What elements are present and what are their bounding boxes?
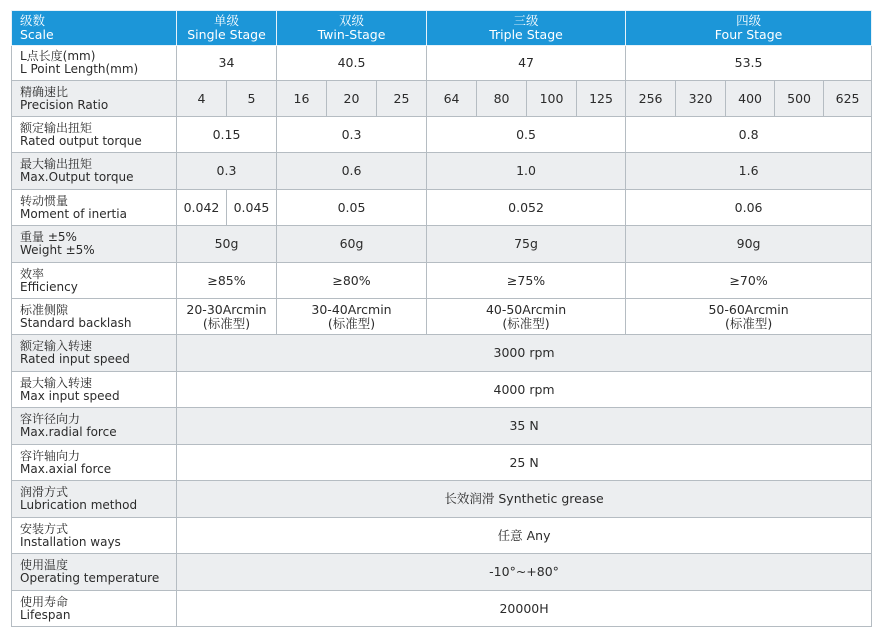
stage-en: Twin-Stage <box>317 27 386 42</box>
row-efficiency <box>12 263 872 299</box>
label-cn: 额定输入转速 <box>20 339 93 353</box>
row-inertia <box>12 190 872 226</box>
row-label <box>12 46 177 81</box>
header-four-stage <box>626 11 872 46</box>
label-en: Efficiency <box>20 279 78 294</box>
stage-cn: 双级 <box>339 13 365 28</box>
value-cell: ≥85% <box>177 263 277 299</box>
ratio-cell: 80 <box>477 81 527 117</box>
spec-table <box>11 10 872 627</box>
value-cell: 35 N <box>177 408 872 445</box>
row-axial-force <box>12 445 872 481</box>
stage-en: Triple Stage <box>489 27 563 42</box>
header-label-cell <box>12 11 177 46</box>
row-label <box>12 372 177 408</box>
row-rated-speed <box>12 335 872 372</box>
value-cell: 75g <box>427 226 626 263</box>
value-cell: 长效润滑 Synthetic grease <box>177 481 872 518</box>
value-cell: 0.052 <box>427 190 626 226</box>
stage-cn: 单级 <box>213 13 239 28</box>
value-cell <box>626 299 872 335</box>
label-en: Lifespan <box>20 607 71 622</box>
header-label-en: Scale <box>20 27 54 42</box>
row-length <box>12 46 872 81</box>
value-cell: 60g <box>277 226 427 263</box>
label-en: Moment of inertia <box>20 206 127 221</box>
value-cell: 0.5 <box>427 117 626 153</box>
label-en: Precision Ratio <box>20 97 109 112</box>
header-twin-stage <box>277 11 427 46</box>
label-en: Max.axial force <box>20 461 112 476</box>
value-cell: 1.6 <box>626 153 872 190</box>
label-cn: 标准侧隙 <box>20 302 69 317</box>
row-label <box>12 299 177 335</box>
row-max-torque <box>12 153 872 190</box>
label-en: Max.Output torque <box>20 170 134 184</box>
row-label <box>12 117 177 153</box>
backlash-range: 30-40Arcmin <box>311 301 392 317</box>
value-cell: 34 <box>177 46 277 81</box>
row-ratio <box>12 81 872 117</box>
label-cn: 重量 ±5% <box>20 230 77 244</box>
label-cn: 使用温度 <box>20 558 69 572</box>
label-en: Max.radial force <box>20 425 117 439</box>
header-triple-stage <box>427 11 626 46</box>
value-cell: 0.8 <box>626 117 872 153</box>
ratio-cell: 16 <box>277 81 327 117</box>
label-cn: 润滑方式 <box>20 485 69 499</box>
row-label <box>12 226 177 263</box>
row-label <box>12 481 177 518</box>
ratio-cell: 100 <box>527 81 577 117</box>
ratio-cell: 5 <box>227 81 277 117</box>
value-cell: 0.6 <box>277 153 427 190</box>
label-cn: 转动惯量 <box>20 193 69 208</box>
row-label <box>12 518 177 554</box>
label-cn: 容许径向力 <box>20 412 81 426</box>
value-cell: 0.042 <box>177 190 227 226</box>
value-cell: ≥75% <box>427 263 626 299</box>
label-en: Standard backlash <box>20 315 132 330</box>
row-lifespan <box>12 591 872 627</box>
ratio-cell: 125 <box>577 81 626 117</box>
value-cell: 3000 rpm <box>177 335 872 372</box>
backlash-range: 50-60Arcmin <box>708 301 789 317</box>
label-cn: 容许轴向力 <box>20 448 81 463</box>
label-cn: 安装方式 <box>20 521 69 536</box>
stage-en: Single Stage <box>187 27 266 42</box>
stage-cn: 四级 <box>736 13 762 28</box>
ratio-cell: 500 <box>775 81 824 117</box>
label-en: Rated output torque <box>20 133 142 148</box>
ratio-cell: 400 <box>726 81 775 117</box>
row-label <box>12 591 177 627</box>
value-cell: 0.3 <box>277 117 427 153</box>
value-cell: 0.05 <box>277 190 427 226</box>
value-cell <box>277 299 427 335</box>
ratio-cell: 20 <box>327 81 377 117</box>
label-en: L Point Length(mm) <box>20 62 139 76</box>
row-label <box>12 554 177 591</box>
label-cn: 使用寿命 <box>20 594 69 609</box>
value-cell: 40.5 <box>277 46 427 81</box>
backlash-type: (标准型) <box>327 315 376 331</box>
label-cn: 最大输入转速 <box>20 375 93 390</box>
row-max-speed <box>12 372 872 408</box>
value-cell: 0.15 <box>177 117 277 153</box>
value-cell: 90g <box>626 226 872 263</box>
label-en: Installation ways <box>20 534 121 549</box>
row-backlash <box>12 299 872 335</box>
label-en: Max input speed <box>20 388 120 403</box>
row-label <box>12 445 177 481</box>
value-cell: -10°~+80° <box>177 554 872 591</box>
ratio-cell: 320 <box>676 81 726 117</box>
backlash-type: (标准型) <box>202 315 251 331</box>
label-cn: 额定输出扭矩 <box>20 120 93 135</box>
value-cell: 4000 rpm <box>177 372 872 408</box>
ratio-cell: 4 <box>177 81 227 117</box>
row-temperature <box>12 554 872 591</box>
row-weight <box>12 226 872 263</box>
row-label <box>12 190 177 226</box>
value-cell: 0.06 <box>626 190 872 226</box>
header-row <box>12 11 872 46</box>
label-cn: 最大输出扭矩 <box>20 157 93 171</box>
value-cell: 0.3 <box>177 153 277 190</box>
value-cell: ≥80% <box>277 263 427 299</box>
row-label <box>12 81 177 117</box>
value-cell <box>427 299 626 335</box>
label-cn: L点长度(mm) <box>20 49 96 63</box>
row-label <box>12 153 177 190</box>
label-cn: 效率 <box>20 266 45 281</box>
value-cell: 25 N <box>177 445 872 481</box>
value-cell <box>177 299 277 335</box>
row-rated-torque <box>12 117 872 153</box>
backlash-range: 20-30Arcmin <box>186 301 267 317</box>
row-lubrication <box>12 481 872 518</box>
ratio-cell: 625 <box>824 81 872 117</box>
label-en: Weight ±5% <box>20 243 95 257</box>
row-installation <box>12 518 872 554</box>
backlash-type: (标准型) <box>724 315 773 331</box>
stage-cn: 三级 <box>513 13 539 28</box>
row-label <box>12 408 177 445</box>
label-cn: 精确速比 <box>20 84 69 99</box>
label-en: Operating temperature <box>20 571 160 585</box>
header-single-stage <box>177 11 277 46</box>
header-label-cn: 级数 <box>20 13 46 28</box>
value-cell: 53.5 <box>626 46 872 81</box>
label-en: Lubrication method <box>20 498 138 512</box>
row-radial-force <box>12 408 872 445</box>
value-cell: 任意 Any <box>177 518 872 554</box>
value-cell: 47 <box>427 46 626 81</box>
value-cell: 1.0 <box>427 153 626 190</box>
row-label <box>12 335 177 372</box>
backlash-range: 40-50Arcmin <box>485 301 567 317</box>
value-cell: 0.045 <box>227 190 277 226</box>
ratio-cell: 256 <box>626 81 676 117</box>
backlash-type: (标准型) <box>502 315 550 331</box>
value-cell: 20000H <box>177 591 872 627</box>
value-cell: ≥70% <box>626 263 872 299</box>
ratio-cell: 64 <box>427 81 477 117</box>
row-label <box>12 263 177 299</box>
label-en: Rated input speed <box>20 352 130 366</box>
stage-en: Four Stage <box>714 27 783 42</box>
ratio-cell: 25 <box>377 81 427 117</box>
value-cell: 50g <box>177 226 277 263</box>
